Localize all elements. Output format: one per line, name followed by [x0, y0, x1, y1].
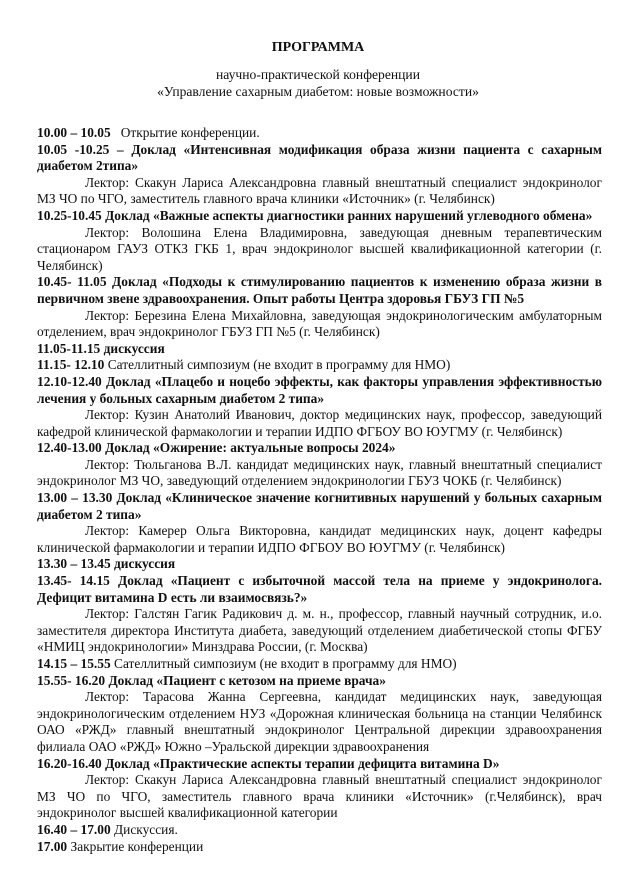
item-lecturer: Лектор: Березина Елена Михайловна, заведующая эндокринологическим амбулаторным отделением, врач эндокринолог ГБУЗ ГП №5 (г. Челябинск)	[37, 307, 602, 340]
item-time: 12.40-13.00	[37, 440, 102, 456]
program-item	[37, 656, 602, 673]
item-title: Доклад «Практические аспекты терапии дефицита витамина D»	[105, 755, 500, 771]
item-time: 11.15- 12.10	[37, 357, 105, 373]
item-title: Сателлитный симпозиум (не входит в программу для НМО)	[114, 656, 457, 671]
item-time: 14.15 – 15.55	[37, 656, 111, 671]
item-time: 13.30 – 13.45	[37, 556, 111, 572]
program-item	[37, 142, 602, 208]
item-title: Доклад «Интенсивная модификация образа жизни пациента с сахарным диабетом 2типа»	[37, 141, 603, 174]
item-title: Доклад «Важные аспекты диагностики ранних нарушений углеводного обмена»	[105, 207, 593, 223]
item-title: Доклад «Пациент с кетозом на приеме врача»	[108, 672, 386, 688]
item-time: 10.05 -10.25 –	[37, 141, 124, 157]
item-time: 11.05-11.15	[37, 340, 101, 356]
item-title: Доклад «Подходы к стимулированию пациентов к изменению образа жизни в первичном звене здравоохранения. Опыт работы Центра здоровья ГБУЗ ГП №5	[37, 274, 602, 306]
item-title: Доклад «Плацебо и ноцебо эффекты, как факторы управления эффективностью лечения у больных сахарным диабетом 2 типа»	[37, 373, 602, 406]
item-lecturer: Лектор: Тарасова Жанна Сергеевна, кандидат медицинских наук, заведующая эндокринологическим отделением НУЗ «Дорожная клиническая больница на станции Челябинск ОАО «РЖД» главный внештатный эндокринолог Центральной дирекции здравоохранения филиала ОАО «РЖД» Южно –Уральской дирекции здравоохранения	[37, 689, 602, 754]
program-item	[37, 274, 602, 340]
item-title: Доклад «Пациент с избыточной массой тела на приеме у эндокринолога. Дефицит витамина D есть ли взаимосвязь?»	[37, 573, 602, 605]
program-item	[37, 341, 602, 358]
conference-subtitle	[0, 66, 636, 100]
program-item	[37, 822, 602, 839]
item-time: 10.45- 11.05	[37, 274, 107, 290]
item-lecturer: Лектор: Скакун Лариса Александровна главный внештатный специалист эндокринолог МЗ ЧО по ЧГО, заместитель главного врача клиники «Источник» (г. Челябинск)	[37, 174, 602, 207]
program-item	[37, 756, 602, 822]
item-time: 13.00 – 13.30	[37, 490, 113, 506]
item-time: 12.10-12.40	[37, 373, 102, 389]
item-title: Дискуссия.	[114, 821, 178, 837]
program-item	[37, 573, 602, 656]
item-title: Сателлитный симпозиум (не входит в программу для НМО)	[107, 357, 451, 373]
item-lecturer: Лектор: Скакун Лариса Александровна главный внештатный специалист эндокринолог МЗ ЧО по ЧГО, заместитель главного врача клиники «Источник» (г.Челябинск), врач эндокринолог высшей квалификационной категории	[37, 772, 602, 821]
item-time: 10.25-10.45	[37, 207, 102, 223]
item-time: 15.55- 16.20	[37, 672, 106, 688]
program-item	[37, 208, 602, 274]
item-title: Доклад «Клиническое значение когнитивных нарушений у больных сахарным диабетом 2 типа»	[37, 490, 602, 522]
program-item	[37, 556, 602, 573]
item-title: Открытие конференции.	[120, 125, 260, 140]
program-item	[37, 673, 602, 756]
item-time: 16.20-16.40	[37, 755, 102, 771]
program-item	[37, 374, 602, 440]
program-item	[37, 490, 602, 556]
item-lecturer: Лектор: Галстян Гагик Радикович д. м. н., профессор, главный научный сотрудник, и.о. заместителя директора Института диабета, заведующий отделением диабетической стопы ФГБУ «НМИЦ эндокринологии» Минздрава России, (г. Москва)	[37, 606, 602, 655]
program-item	[37, 125, 602, 142]
item-time: 13.45- 14.15	[37, 573, 110, 589]
item-title: дискуссия	[103, 340, 165, 356]
program-item	[37, 839, 602, 856]
item-title: дискуссия	[114, 556, 176, 572]
item-lecturer: Лектор: Камерер Ольга Викторовна, кандидат медицинских наук, доцент кафедры клинической фармакологии и терапии ИДПО ФГБОУ ВО ЮУГМУ (г. Челябинск)	[37, 523, 602, 555]
item-title: Доклад «Ожирение: актуальные вопросы 2024»	[105, 440, 396, 456]
subtitle-line-2: «Управление сахарным диабетом: новые возможности»	[157, 84, 479, 99]
item-lecturer: Лектор: Волошина Елена Владимировна, заведующая дневным терапевтическим стационаром ГАУЗ ОТКЗ ГКБ 1, врач эндокринолог высшей квалификационной категории (г. Челябинск)	[37, 224, 602, 273]
item-lecturer: Лектор: Кузин Анатолий Иванович, доктор медицинских наук, профессор, заведующий кафедрой клинической фармакологии и терапии ИДПО ФГБОУ ВО ЮУГМУ (г. Челябинск)	[37, 407, 602, 439]
item-time: 16.40 – 17.00	[37, 821, 111, 837]
subtitle-line-1: научно-практической конференции	[216, 67, 420, 82]
item-time: 17.00	[37, 838, 68, 854]
item-title: Закрытие конференции	[70, 838, 204, 854]
program-list	[37, 125, 602, 855]
item-time: 10.00 – 10.05	[37, 125, 111, 140]
program-item	[37, 357, 602, 374]
program-item	[37, 440, 602, 490]
page-title: ПРОГРАММА	[271, 40, 365, 55]
item-lecturer: Лектор: Тюльганова В.Л. кандидат медицинских наук, главный внештатный специалист эндокринолог МЗ ЧО, заведующий отделением эндокринологии ГБУЗ ЧОКБ (г. Челябинск)	[37, 456, 602, 489]
